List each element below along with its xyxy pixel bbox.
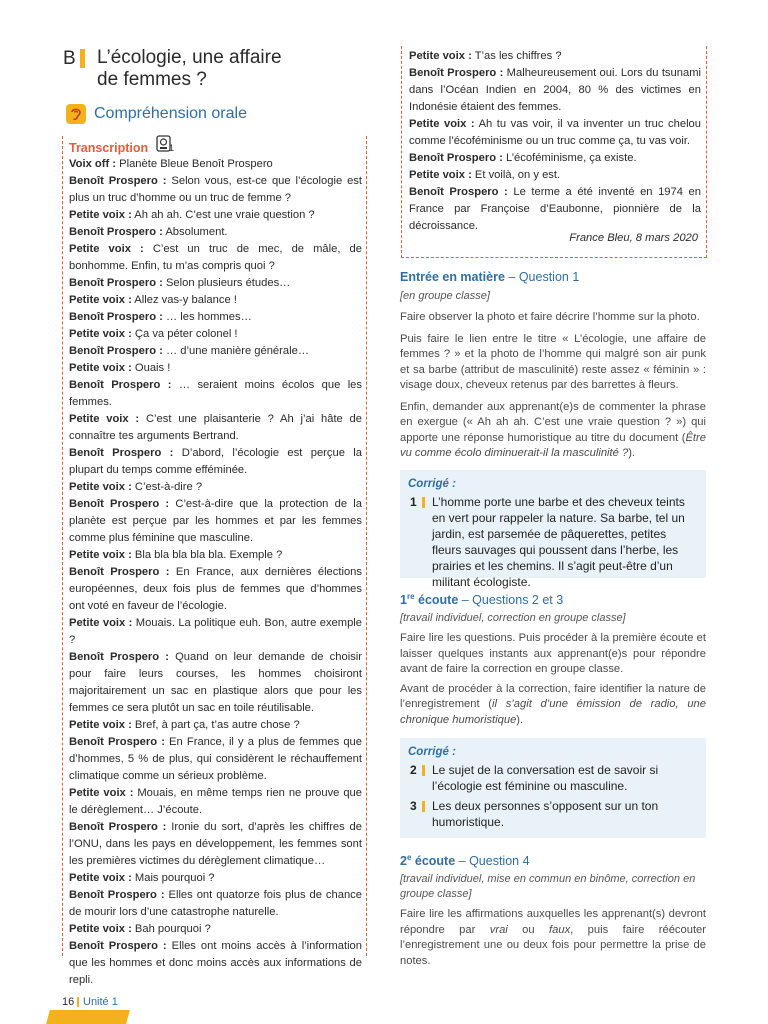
speaker-text: Le terme a été inventé en 1974 en France par Françoise d’Eaubonne, pionnière de la décroissance. xyxy=(409,186,701,232)
transcript-line xyxy=(69,360,362,377)
speaker-name: Petite voix : xyxy=(69,872,132,884)
speaker-text: Selon plusieurs études… xyxy=(162,277,291,289)
corrige-title-1: Corrigé : xyxy=(408,478,456,490)
entree-p3-end: ). xyxy=(628,447,636,459)
footer-separator xyxy=(77,997,79,1007)
speaker-name: Benoît Prospero : xyxy=(69,379,172,391)
speaker-name: Petite voix : xyxy=(69,787,134,799)
transcription-title: Transcription xyxy=(69,141,149,155)
comprehension-label: Compréhension orale xyxy=(94,105,247,122)
speaker-text: En France, aux dernières élections européennes, deux fois plus de femmes que d’hommes ont voté en faveur de l’écologie. xyxy=(69,566,362,612)
transcription-continued-lines xyxy=(409,48,701,235)
speaker-text: C’est-à-dire que la protection de la planète est perçue par les hommes et par les femmes comme plus féminine que masculine. xyxy=(69,498,363,544)
transcript-line xyxy=(69,445,362,479)
entree-heading xyxy=(400,270,706,284)
speaker-text: C’est une plaisanterie ? Ah j’ai hâte de connaître tes arguments Bertrand. xyxy=(69,413,363,442)
transcript-line xyxy=(69,275,362,292)
speaker-name: Benoît Prospero : xyxy=(69,226,163,238)
speaker-text: Ironie du sort, d’après les chiffres de l’ONU, dans les pays en développement, les femmes sont les premières victimes du dérèglement climatique… xyxy=(69,821,362,867)
corrige-box-2 xyxy=(400,738,706,838)
speaker-name: Petite voix : xyxy=(69,328,132,340)
speaker-name: Benoît Prospero : xyxy=(69,345,163,357)
speaker-text: Malheureusement oui. Lors du tsunami dans l’Océan Indien en 2004, 80 % des victimes en Indonésie étaient des femmes. xyxy=(409,67,701,113)
speaker-name: Benoît Prospero : xyxy=(69,651,169,663)
ecoute1-paragraph-1: Faire lire les questions. Puis procéder à la première écoute et laisser quelques instants aux apprenant(e)s pour répondre avant de faire la correction en groupe classe. xyxy=(400,632,706,676)
speaker-name: Voix off : xyxy=(69,158,117,170)
answer-item xyxy=(408,494,698,590)
speaker-name: Petite voix : xyxy=(409,118,475,130)
speaker-name: Benoît Prospero : xyxy=(69,940,167,952)
transcript-line xyxy=(69,547,362,564)
ecoute1-heading-num: 1 xyxy=(400,593,407,608)
speaker-text: Et voilà, on y est. xyxy=(471,169,561,181)
speaker-text: Ouais ! xyxy=(131,362,171,374)
transcript-line xyxy=(69,785,362,819)
speaker-text: Absolument. xyxy=(162,226,228,238)
speaker-text: Allez vas-y balance ! xyxy=(131,294,237,306)
transcript-line xyxy=(69,377,362,411)
ear-icon xyxy=(66,104,86,124)
transcript-line xyxy=(69,156,362,173)
transcript-line xyxy=(69,564,362,615)
speaker-text: Quand on leur demande de choisir pour faire leurs courses, les hommes choisiront majoritairement un sac en plastique alors que pour les femmes ce sera plutôt un sac en toile réutilisable. xyxy=(69,651,362,714)
ecoute1-paragraph-2 xyxy=(400,682,706,729)
transcript-line xyxy=(69,496,362,547)
section-letter: B xyxy=(63,48,76,69)
answer-text: Les deux personnes s’opposent sur un ton humoristique. xyxy=(432,799,659,829)
footer-accent-band xyxy=(46,1010,130,1024)
speaker-name: Benoît Prospero : xyxy=(69,889,165,901)
entree-p3-italic: Être vu comme écolo diminuerait-il la masculinité ? xyxy=(400,431,706,459)
speaker-text: L’écoféminisme, ça existe. xyxy=(502,152,637,164)
transcript-line xyxy=(409,48,701,65)
transcript-line xyxy=(409,167,701,184)
speaker-text: Selon vous, est-ce que l’écologie est plus un truc d’homme ou un truc de femme ? xyxy=(69,175,362,204)
ecoute1-heading xyxy=(400,592,706,607)
speaker-name: Benoît Prospero : xyxy=(409,186,508,198)
speaker-name: Petite voix : xyxy=(69,617,133,629)
speaker-name: Benoît Prospero : xyxy=(69,498,170,510)
transcript-line xyxy=(69,309,362,326)
entree-heading-sub: – Question 1 xyxy=(504,270,580,284)
speaker-name: Benoît Prospero : xyxy=(69,736,165,748)
speaker-name: Benoît Prospero : xyxy=(409,67,504,79)
speaker-text: Elles ont quatorze fois plus de chance de mourir lors d’une catastrophe naturelle. xyxy=(69,889,362,918)
speaker-text: Ça va péter colonel ! xyxy=(131,328,238,340)
transcript-line xyxy=(69,819,362,870)
ecoute2-heading xyxy=(400,853,706,868)
answer-text: L’homme porte une barbe et des cheveux teints en vert pour rappeler la nature. Sa barbe, tel un jardin, est parsemée de pâquerettes, petites fleurs sauvages qui poussent dans l’herbe, les prairies et les chemins. Il s’agit peut-être d’un militant écologiste. xyxy=(432,495,685,589)
ecoute1-p2-end: ). xyxy=(516,713,524,726)
ecoute2-p1-faux: faux xyxy=(549,923,571,936)
speaker-name: Petite voix : xyxy=(409,169,472,181)
ecoute1-heading-word: écoute xyxy=(414,593,459,608)
ecoute2-p1-start: Faire lire les affirmations auxquelles les apprenant(s) devront répondre par xyxy=(400,908,706,936)
ecoute1-section xyxy=(400,592,706,728)
answer-number: 3 xyxy=(410,799,417,813)
speaker-text: … les hommes… xyxy=(162,311,252,323)
transcript-line xyxy=(409,150,701,167)
transcript-line xyxy=(69,615,362,649)
ecoute1-p2-italic: il s’agit d’une émission de radio, une chronique humoristique xyxy=(400,698,706,726)
ecoute2-section xyxy=(400,853,706,969)
speaker-name: Petite voix : xyxy=(69,413,140,425)
transcription-header xyxy=(69,139,175,157)
speaker-text: En France, il y a plus de femmes que d’hommes, 5 % de plus, qui considèrent le réchauffement climatique comme un sérieux problème. xyxy=(69,736,362,782)
ecoute1-heading-sup: re xyxy=(406,592,415,601)
section-heading xyxy=(97,47,282,91)
transcript-line xyxy=(69,717,362,734)
speaker-name: Benoît Prospero : xyxy=(69,277,163,289)
transcript-line xyxy=(409,65,701,116)
speaker-text: Bah pourquoi ? xyxy=(131,923,211,935)
transcript-line xyxy=(69,411,362,445)
answer-accent-bar xyxy=(422,765,425,776)
transcript-line xyxy=(69,649,362,717)
transcript-line xyxy=(69,870,362,887)
transcript-line xyxy=(69,241,362,275)
speaker-name: Petite voix : xyxy=(69,481,132,493)
transcript-line xyxy=(69,938,362,989)
transcript-line xyxy=(409,184,701,235)
transcription-box xyxy=(62,136,367,986)
answer-item xyxy=(408,798,698,830)
speaker-name: Petite voix : xyxy=(69,549,132,561)
speaker-text: Mouais, en même temps rien ne prouve que le dérèglement… J’écoute. xyxy=(69,787,362,816)
speaker-text: Planète Bleue Benoît Prospero xyxy=(116,158,273,170)
answer-item xyxy=(408,762,698,794)
transcript-line xyxy=(69,292,362,309)
transcript-line xyxy=(69,173,362,207)
speaker-text: Mais pourquoi ? xyxy=(131,872,215,884)
ecoute2-p1-vrai: vrai xyxy=(489,923,508,936)
entree-mode: [en groupe classe] xyxy=(400,290,490,302)
transcript-line xyxy=(69,224,362,241)
section-accent-bar xyxy=(80,49,85,68)
speaker-text: D’abord, l’écologie est perçue la plupart du temps comme efféminée. xyxy=(69,447,363,476)
transcript-line xyxy=(409,116,701,150)
transcription-lines xyxy=(69,156,362,989)
speaker-text: C’est-à-dire ? xyxy=(131,481,203,493)
speaker-text: Bref, à part ça, t’as autre chose ? xyxy=(131,719,300,731)
speaker-text: Bla bla bla bla bla. Exemple ? xyxy=(131,549,283,561)
speaker-text: … seraient moins écolos que les femmes. xyxy=(69,379,362,408)
ecoute1-p2-start: Avant de procéder à la correction, faire identifier la nature de l’enregistrement ( xyxy=(400,682,706,711)
speaker-text: … d’une manière générale… xyxy=(162,345,310,357)
speaker-name: Benoît Prospero : xyxy=(409,152,503,164)
ecoute2-p1-mid: ou xyxy=(507,923,550,936)
entree-paragraph-2: Puis faire le lien entre le titre « L’écologie, une affaire de femmes ? » et la photo de l’homme qui malgré son air punk et sa barbe (attribut de masculinité) reste assez « féminin » : visage doux, cheveux retenus par des barrettes à fleurs. xyxy=(400,332,706,391)
corrige-title-2: Corrigé : xyxy=(408,746,456,758)
transcript-line xyxy=(69,343,362,360)
ecoute2-heading-sup: e xyxy=(406,853,412,862)
ecoute2-p1-end: , puis faire réécouter l’enregistrement une ou deux fois pour permettre la prise de notes. xyxy=(400,923,707,967)
answer-accent-bar xyxy=(422,497,425,508)
speaker-name: Petite voix : xyxy=(69,243,144,255)
ecoute2-heading-num: 2 xyxy=(400,854,407,869)
speaker-name: Petite voix : xyxy=(69,362,132,374)
speaker-name: Petite voix : xyxy=(69,209,132,221)
page-footer xyxy=(0,994,768,1024)
answer-accent-bar xyxy=(422,801,425,812)
answer-number: 2 xyxy=(410,763,417,777)
speaker-name: Benoît Prospero : xyxy=(69,311,163,323)
transcription-continued-box xyxy=(401,46,707,258)
speaker-text: T’as les chiffres ? xyxy=(471,50,562,62)
entree-paragraph-3 xyxy=(400,400,706,462)
section-heading-line2: de femmes ? xyxy=(97,69,207,90)
unit-label: Unité 1 xyxy=(83,996,118,1008)
speaker-text: C’est un truc de mec, de mâle, de bonhomme. Enfin, tu m’as compris quoi ? xyxy=(69,243,362,272)
transcript-line xyxy=(69,734,362,785)
speaker-name: Benoît Prospero : xyxy=(69,175,167,187)
speaker-text: Ah ah ah. C’est une vraie question ? xyxy=(131,209,315,221)
speaker-text: Elles ont moins accès à l’information que les hommes et donc moins accès aux informations de repli. xyxy=(69,940,363,986)
speaker-name: Petite voix : xyxy=(69,294,132,306)
page-number: 16 xyxy=(62,996,75,1008)
ecoute1-mode: [travail individuel, correction en groupe classe] xyxy=(400,612,626,625)
answer-number: 1 xyxy=(410,495,417,509)
speaker-text: Ah tu vas voir, il va inventer un truc chelou comme l’écoféminisme ou un truc comme ça, tu vas voir. xyxy=(409,118,701,147)
entree-paragraph-1: Faire observer la photo et faire décrire l’homme sur la photo. xyxy=(400,311,700,323)
transcript-line xyxy=(69,326,362,343)
entree-section xyxy=(400,270,706,462)
speaker-text: Mouais. La politique euh. Bon, autre exemple ? xyxy=(69,617,363,646)
audio-track-number: 1 xyxy=(169,143,175,153)
speaker-name: Petite voix : xyxy=(69,719,132,731)
transcript-line xyxy=(69,887,362,921)
section-heading-line1: L’écologie, une affaire xyxy=(97,47,282,68)
transcript-line xyxy=(69,207,362,224)
speaker-name: Petite voix : xyxy=(409,50,472,62)
speaker-name: Petite voix : xyxy=(69,923,132,935)
transcript-line xyxy=(69,921,362,938)
speaker-name: Benoît Prospero : xyxy=(69,821,167,833)
transcription-source: France Bleu, 8 mars 2020 xyxy=(569,232,698,244)
ecoute1-heading-sub: – Questions 2 et 3 xyxy=(458,593,564,608)
speaker-name: Benoît Prospero : xyxy=(69,566,170,578)
transcript-line xyxy=(69,479,362,496)
ecoute2-mode: [travail individuel, mise en commun en binôme, correction en groupe classe] xyxy=(400,873,696,901)
speaker-name: Benoît Prospero : xyxy=(69,447,174,459)
entree-heading-title: Entrée en matière xyxy=(400,270,505,284)
ecoute2-heading-sub: – Question 4 xyxy=(455,854,530,869)
audio-track-icon[interactable] xyxy=(155,133,177,155)
ecoute2-paragraph-1 xyxy=(400,907,706,969)
entree-p3-start: Enfin, demander aux apprenant(e)s de commenter la phrase en exergue (« Ah ah ah. C’est une vraie question ? ») qui apporte une réponse humoristique au titre du document ( xyxy=(400,400,706,444)
ecoute2-heading-word: écoute xyxy=(411,854,456,869)
answer-text: Le sujet de la conversation est de savoir si l’écologie est féminine ou masculine. xyxy=(432,763,659,793)
corrige-box-1 xyxy=(400,470,706,589)
